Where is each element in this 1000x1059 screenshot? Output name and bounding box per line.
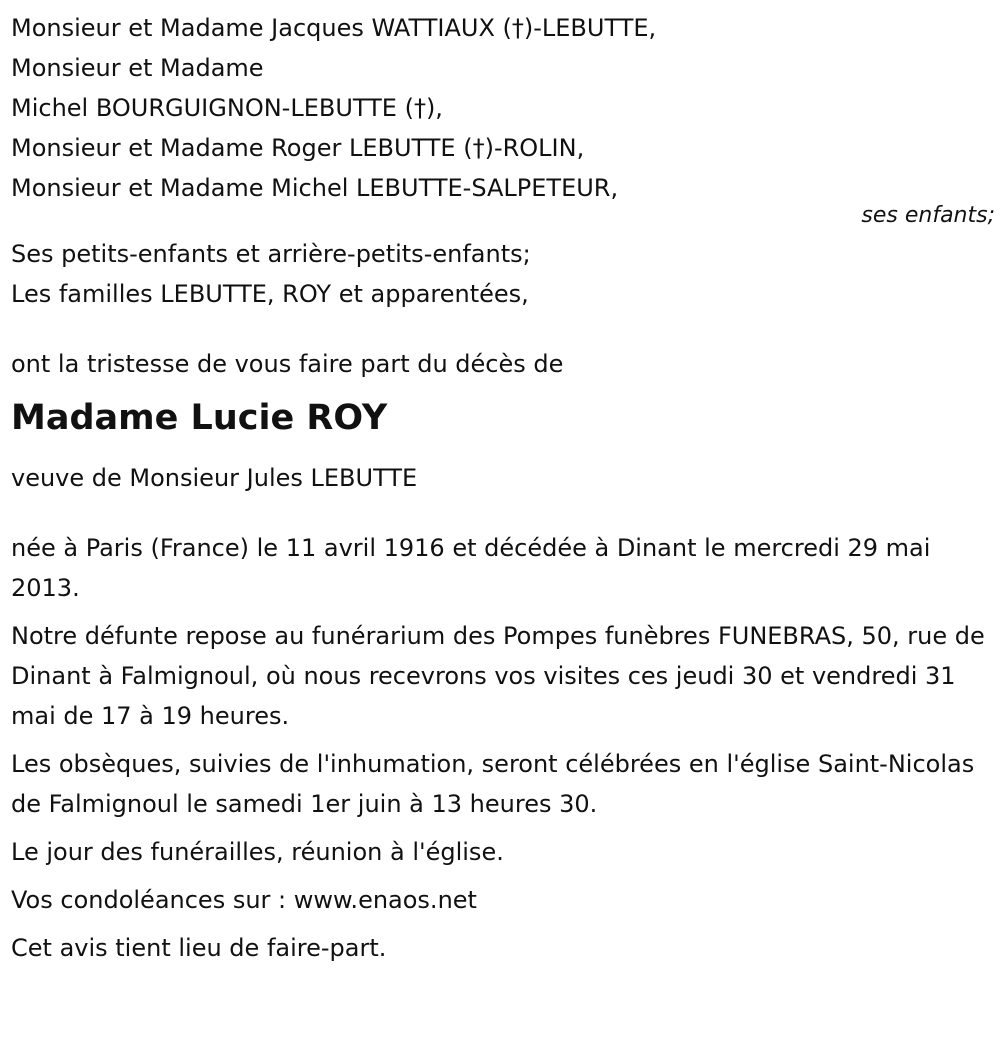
family-line: Monsieur et Madame	[11, 54, 264, 82]
family-line: Monsieur et Madame Roger LEBUTTE (†)-ROLIN,	[11, 134, 585, 162]
announcement-text: ont la tristesse de vous faire part du décès de	[11, 350, 564, 378]
family-line: Monsieur et Madame Jacques WATTIAUX (†)-LEBUTTE,	[11, 14, 657, 42]
grandchildren-line: Ses petits-enfants et arrière-petits-enfants;	[11, 240, 531, 268]
children-label: ses enfants;	[861, 203, 995, 228]
family-line: Michel BOURGUIGNON-LEBUTTE (†),	[11, 94, 443, 122]
meeting-paragraph: Le jour des funérailles, réunion à l'église.	[11, 838, 504, 866]
condolences-paragraph: Vos condoléances sur : www.enaos.net	[11, 886, 477, 914]
notice-paragraph: Cet avis tient lieu de faire-part.	[11, 934, 387, 962]
obituary-notice	[11, 8, 993, 976]
families-line: Les familles LEBUTTE, ROY et apparentées,	[11, 280, 529, 308]
deceased-name: Madame Lucie ROY	[11, 398, 388, 438]
funeral-paragraph: Les obsèques, suivies de l'inhumation, seront célébrées en l'église Saint-Nicolas de Falmignoul le samedi 1er juin à 13 heures 30.	[11, 750, 975, 818]
widow-of-text: veuve de Monsieur Jules LEBUTTE	[11, 464, 418, 492]
family-line: Monsieur et Madame Michel LEBUTTE-SALPETEUR,	[11, 174, 619, 202]
repose-paragraph: Notre défunte repose au funérarium des Pompes funèbres FUNEBRAS, 50, rue de Dinant à Falmignoul, où nous recevrons vos visites ces jeudi 30 et vendredi 31 mai de 17 à 19 heures.	[11, 622, 985, 730]
birth-death-paragraph: née à Paris (France) le 11 avril 1916 et décédée à Dinant le mercredi 29 mai 2013.	[11, 534, 931, 602]
family-list	[11, 8, 993, 208]
